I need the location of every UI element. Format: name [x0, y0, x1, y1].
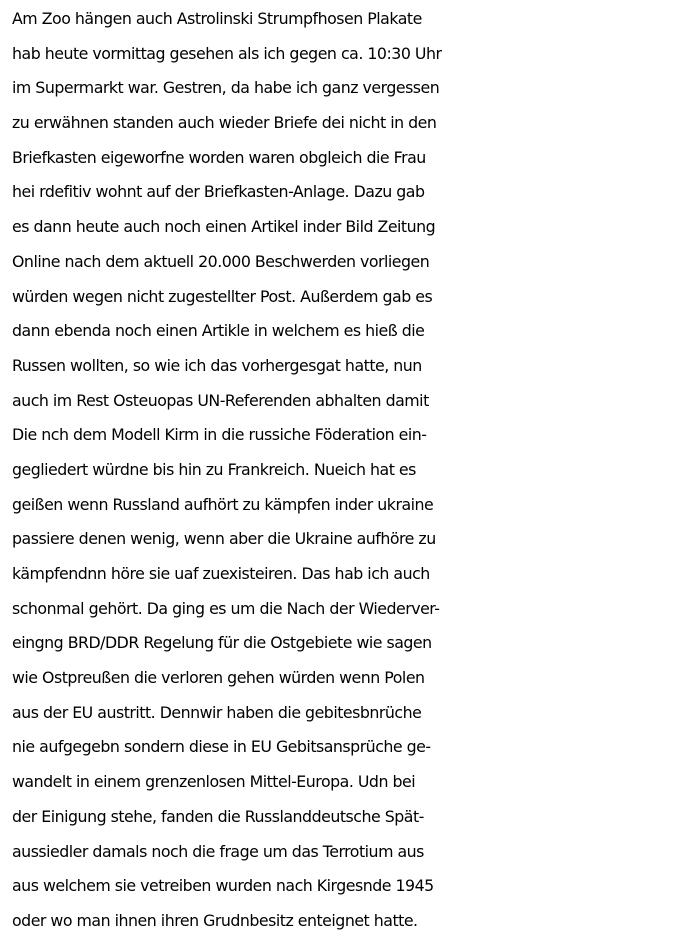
- text-line: im Supermarkt war. Gestren, da habe ich ganz vergessen: [12, 78, 440, 98]
- text-line: Die nch dem Modell Kirm in die russiche Föderation ein-: [12, 425, 427, 445]
- text-line: würden wegen nicht zugestellter Post. Außerdem gab es: [12, 286, 433, 306]
- text-line: auch im Rest Osteuopas UN-Referenden abhalten damit: [12, 390, 429, 410]
- text-line: eingng BRD/DDR Regelung für die Ostgebiete wie sagen: [12, 633, 432, 653]
- text-line: schonmal gehört. Da ging es um die Nach der Wiederver-: [12, 598, 440, 618]
- text-line: wie Ostpreußen die verloren gehen würden wenn Polen: [12, 668, 425, 688]
- body-text: [12, 2, 680, 939]
- text-line: Briefkasten eigeworfne worden waren obgleich die Frau: [12, 147, 426, 167]
- text-line: Russen wollten, so wie ich das vorhergesgat hatte, nun: [12, 355, 422, 375]
- text-line: aus der EU austritt. Dennwir haben die gebitesbnrüche: [12, 702, 422, 722]
- text-line: gegliedert würdne bis hin zu Frankreich. Nueich hat es: [12, 459, 416, 479]
- text-line: passiere denen wenig, wenn aber die Ukraine aufhöre zu: [12, 529, 436, 549]
- text-line: nie aufgegebn sondern diese in EU Gebitsansprüche ge-: [12, 737, 431, 757]
- text-line: dann ebenda noch einen Artikle in welchem es hieß die: [12, 321, 425, 341]
- text-line: Am Zoo hängen auch Astrolinski Strumpfhosen Plakate: [12, 9, 422, 28]
- text-line: zu erwähnen standen auch wieder Briefe dei nicht in den: [12, 113, 437, 133]
- text-line: geißen wenn Russland aufhört zu kämpfen inder ukraine: [12, 494, 434, 514]
- text-line: hei rdefitiv wohnt auf der Briefkasten-Anlage. Dazu gab: [12, 182, 425, 202]
- text-line: hab heute vormittag gesehen als ich gegen ca. 10:30 Uhr: [12, 43, 442, 63]
- text-line: aus welchem sie vetreiben wurden nach Kirgesnde 1945: [12, 876, 434, 896]
- text-line: aussiedler damals noch die frage um das Terrotium aus: [12, 841, 424, 861]
- text-line: Online nach dem aktuell 20.000 Beschwerden vorliegen: [12, 251, 430, 271]
- text-line: wandelt in einem grenzenlosen Mittel-Europa. Udn bei: [12, 772, 416, 792]
- text-line: kämpfendnn höre sie uaf zuexisteiren. Das hab ich auch: [12, 564, 430, 583]
- text-line: es dann heute auch noch einen Artikel inder Bild Zeitung: [12, 217, 436, 237]
- text-line: der Einigung stehe, fanden die Russlanddeutsche Spät-: [12, 806, 424, 826]
- text-line: oder wo man ihnen ihren Grudnbesitz enteignet hatte.: [12, 910, 418, 930]
